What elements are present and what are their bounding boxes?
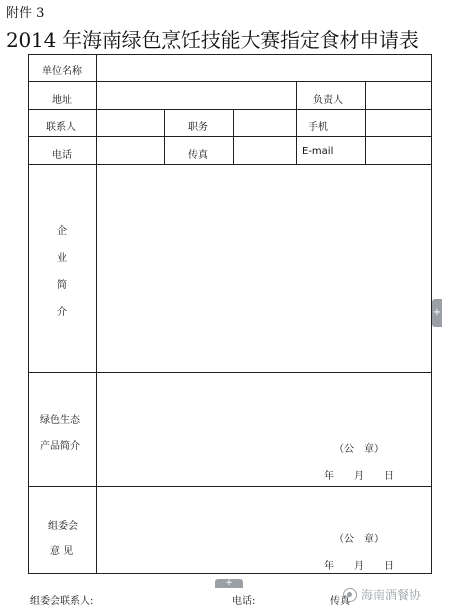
green-product-label-line2: 产品简介 [40,441,80,452]
table-row-line [28,109,432,110]
watermark [343,586,421,603]
unit-name-label: 单位名称 [42,66,82,77]
seal-placeholder: （公 章） [334,444,384,455]
enterprise-intro-label [52,222,72,330]
footer-phone: 电话: [232,596,256,607]
table-row-line [28,136,432,137]
date-placeholder: 年 月 日 [324,471,394,482]
table-border-left [28,54,29,574]
date-placeholder: 年 月 日 [324,561,394,572]
table-border-top [28,54,432,55]
table-col-line [96,54,97,574]
enterprise-intro-char: 企 [57,226,67,237]
table-col-line [296,81,297,164]
enterprise-intro-char: 业 [57,253,67,264]
table-col-line [233,109,234,164]
side-expand-handle[interactable]: + [432,299,442,327]
table-border-bottom [28,573,432,574]
committee-opinion-label-line2: 意 见 [50,546,74,557]
position-label: 职务 [188,122,208,133]
email-label: E-mail [302,146,334,157]
address-label: 地址 [52,95,72,106]
enterprise-intro-char: 介 [57,307,67,318]
application-form-table [28,54,432,574]
table-col-line [365,81,366,164]
footer-fax: 传真 [330,596,350,607]
person-in-charge-label: 负责人 [313,95,343,106]
watermark-text: 海南酒餐协 [361,588,422,602]
enterprise-intro-char: 简 [57,280,67,291]
seal-placeholder: （公 章） [334,534,384,545]
page-title: 2014 年海南绿色烹饪技能大赛指定食材申请表 [6,28,419,52]
committee-opinion-label-line1: 组委会 [48,521,78,532]
table-row-line [28,164,432,165]
attachment-label: 附件 3 [6,6,45,21]
fax-label: 传真 [188,150,208,161]
table-row-line [28,486,432,487]
table-row-line [28,372,432,373]
mobile-label: 手机 [308,122,328,133]
phone-label: 电话 [52,150,72,161]
footer-committee-contact: 组委会联系人: [30,596,94,607]
table-row-line [28,81,432,82]
bottom-expand-handle[interactable]: + [215,579,243,588]
wechat-logo-icon [343,588,357,602]
green-product-label-line1: 绿色生态 [40,415,80,426]
table-col-line [164,109,165,164]
contact-person-label: 联系人 [46,122,76,133]
